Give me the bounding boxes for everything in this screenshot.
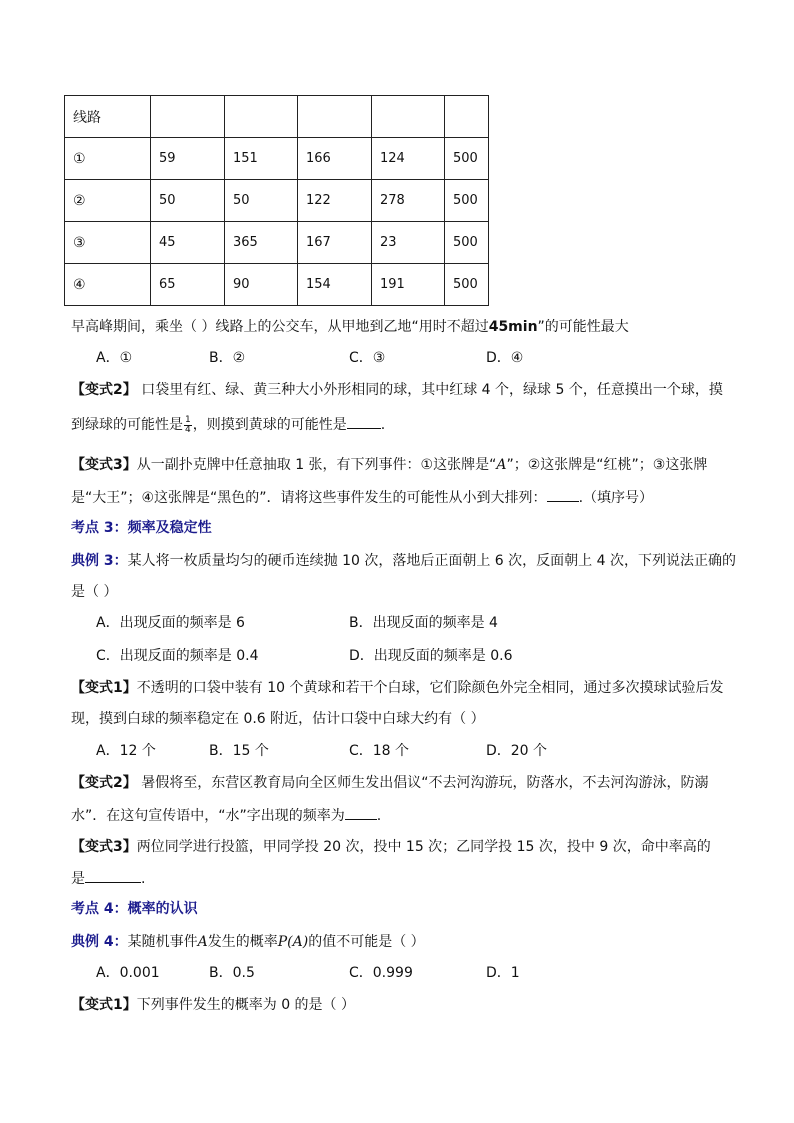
table-row — [65, 222, 489, 264]
variant-1-line-2: 现，摸到白球的频率稳定在 0.6 附近，估计口袋中白球大约有（ ） — [71, 711, 485, 727]
answer-blank[interactable] — [85, 868, 141, 883]
answer-blank[interactable] — [547, 487, 579, 502]
route-question — [71, 317, 629, 337]
table-cell: 45 — [151, 222, 225, 264]
variant-2b-line-2 — [71, 805, 381, 826]
question-text: 两位同学进行投篮，甲同学投 20 次，投中 15 次；乙同学投 15 次，投中 9 次，命中率高的 — [136, 839, 711, 855]
variant-1c-line — [71, 995, 355, 1015]
table-cell — [298, 96, 372, 138]
question-text: 发生的概率 — [207, 934, 278, 950]
option-c: C．③ — [349, 350, 386, 366]
question-text-bold: 45min — [488, 319, 538, 335]
option-d: D．1 — [486, 965, 520, 981]
example-tag: 典例 3： — [71, 553, 128, 569]
table-cell: 线路 — [65, 96, 151, 138]
example-4-line — [71, 932, 425, 952]
question-text: 某人将一枚质量均匀的硬币连续抛 10 次，落地后正面朝上 6 次，反面朝上 4 次，下列说法正确的 — [127, 553, 736, 569]
question-text: ”；②这张牌是“红桃”；③这张牌 — [506, 457, 708, 473]
option-a: A．0.001 — [96, 965, 160, 981]
math-variable: A — [496, 457, 507, 473]
option-c: C．出现反面的频率是 0.4 — [96, 648, 259, 664]
answer-blank[interactable] — [347, 414, 381, 429]
option-d: D．20 个 — [486, 743, 548, 759]
example-3-line-1 — [71, 551, 736, 571]
table-cell: ② — [65, 180, 151, 222]
math-expression: P(A) — [277, 934, 309, 950]
question-text: . — [376, 808, 382, 824]
question-text: 下列事件发生的概率为 0 的是（ ） — [136, 997, 356, 1013]
question-text: 不透明的口袋中装有 10 个黄球和若干个白球，它们除颜色外完全相同，通过多次摸球试验后发 — [136, 680, 724, 696]
question-text: . — [380, 417, 386, 433]
question-text: 某随机事件 — [127, 934, 198, 950]
variant-3b-line-2 — [71, 868, 145, 889]
table-cell: 90 — [225, 264, 298, 306]
fraction-denominator: 4 — [185, 424, 191, 435]
table-cell: 151 — [225, 138, 298, 180]
question-text: ”的可能性最大 — [537, 319, 629, 335]
table-cell — [372, 96, 445, 138]
variant-2b-line-1 — [71, 773, 708, 793]
option-a: A．出现反面的频率是 6 — [96, 615, 245, 631]
table-cell — [445, 96, 489, 138]
answer-blank[interactable] — [345, 805, 377, 820]
table-cell: 50 — [225, 180, 298, 222]
math-variable: A — [197, 934, 208, 950]
table-cell: 50 — [151, 180, 225, 222]
option-b: B．出现反面的频率是 4 — [349, 615, 498, 631]
table-cell: 59 — [151, 138, 225, 180]
question-text: ，则摸到黄球的可能性是 — [192, 417, 347, 433]
option-d: D．出现反面的频率是 0.6 — [349, 648, 513, 664]
table-cell: 23 — [372, 222, 445, 264]
table-cell: 191 — [372, 264, 445, 306]
example-tag: 典例 4： — [71, 934, 128, 950]
fraction — [184, 416, 192, 435]
option-a: A．① — [96, 350, 133, 366]
variant-tag: 【变式1】 — [71, 680, 137, 696]
variant-2-line-2 — [71, 414, 385, 435]
option-b: B．15 个 — [209, 743, 269, 759]
table-cell: ① — [65, 138, 151, 180]
table-cell: 65 — [151, 264, 225, 306]
variant-tag: 【变式2】 — [71, 382, 137, 398]
question-text: 早高峰期间，乘坐（ ）线路上的公交车，从甲地到乙地“用时不超过 — [71, 319, 489, 335]
option-b: B．② — [209, 350, 246, 366]
question-text: . — [141, 871, 146, 887]
table-cell — [151, 96, 225, 138]
question-text: 是“大王”；④这张牌是“黑色的”．请将这些事件发生的可能性从小到大排列： — [71, 490, 547, 506]
table-cell: 167 — [298, 222, 372, 264]
table-cell: ③ — [65, 222, 151, 264]
variant-3-line-2 — [71, 487, 653, 508]
table-cell: 500 — [445, 138, 489, 180]
option-a: A．12 个 — [96, 743, 156, 759]
table-cell: 124 — [372, 138, 445, 180]
table-row — [65, 180, 489, 222]
table-cell: 500 — [445, 222, 489, 264]
table-cell — [225, 96, 298, 138]
question-text: 口袋里有红、绿、黄三种大小外形相同的球，其中红球 4 个，绿球 5 个，任意摸出一个球，摸 — [141, 382, 723, 398]
table-cell: 365 — [225, 222, 298, 264]
table-cell: 500 — [445, 264, 489, 306]
variant-tag: 【变式3】 — [71, 457, 137, 473]
variant-tag: 【变式2】 — [71, 775, 137, 791]
variant-tag: 【变式3】 — [71, 839, 137, 855]
table-cell: 166 — [298, 138, 372, 180]
section-heading: 考点 3：频率及稳定性 — [71, 520, 212, 536]
question-text: 到绿球的可能性是 — [71, 417, 183, 433]
table-cell: ④ — [65, 264, 151, 306]
question-text: 水”．在这句宣传语中，“水”字出现的频率为 — [71, 808, 345, 824]
variant-3-line-1 — [71, 455, 707, 475]
table-cell: 500 — [445, 180, 489, 222]
fraction-numerator: 1 — [185, 414, 191, 425]
option-c: C．0.999 — [349, 965, 413, 981]
option-d: D．④ — [486, 350, 524, 366]
option-c: C．18 个 — [349, 743, 410, 759]
question-text: .（填序号） — [578, 490, 654, 506]
table-cell: 154 — [298, 264, 372, 306]
question-text: 是 — [71, 871, 85, 887]
table-row — [65, 264, 489, 306]
table-header-row — [65, 96, 489, 138]
section-heading: 考点 4：概率的认识 — [71, 901, 198, 917]
question-text: 的值不可能是（ ） — [308, 934, 425, 950]
table-cell: 278 — [372, 180, 445, 222]
table-cell: 122 — [298, 180, 372, 222]
question-text: 从一副扑克牌中任意抽取 1 张，有下列事件：①这张牌是“ — [136, 457, 497, 473]
option-b: B．0.5 — [209, 965, 255, 981]
variant-tag: 【变式1】 — [71, 997, 137, 1013]
route-time-table — [64, 95, 489, 306]
table-row — [65, 138, 489, 180]
variant-2-line-1 — [71, 380, 723, 400]
variant-1-line-1 — [71, 678, 723, 698]
question-text: 暑假将至，东营区教育局向全区师生发出倡议“不去河沟游玩，防落水，不去河沟游泳，防溺 — [141, 775, 709, 791]
variant-3b-line-1 — [71, 837, 711, 857]
example-3-line-2: 是（ ） — [71, 584, 118, 600]
